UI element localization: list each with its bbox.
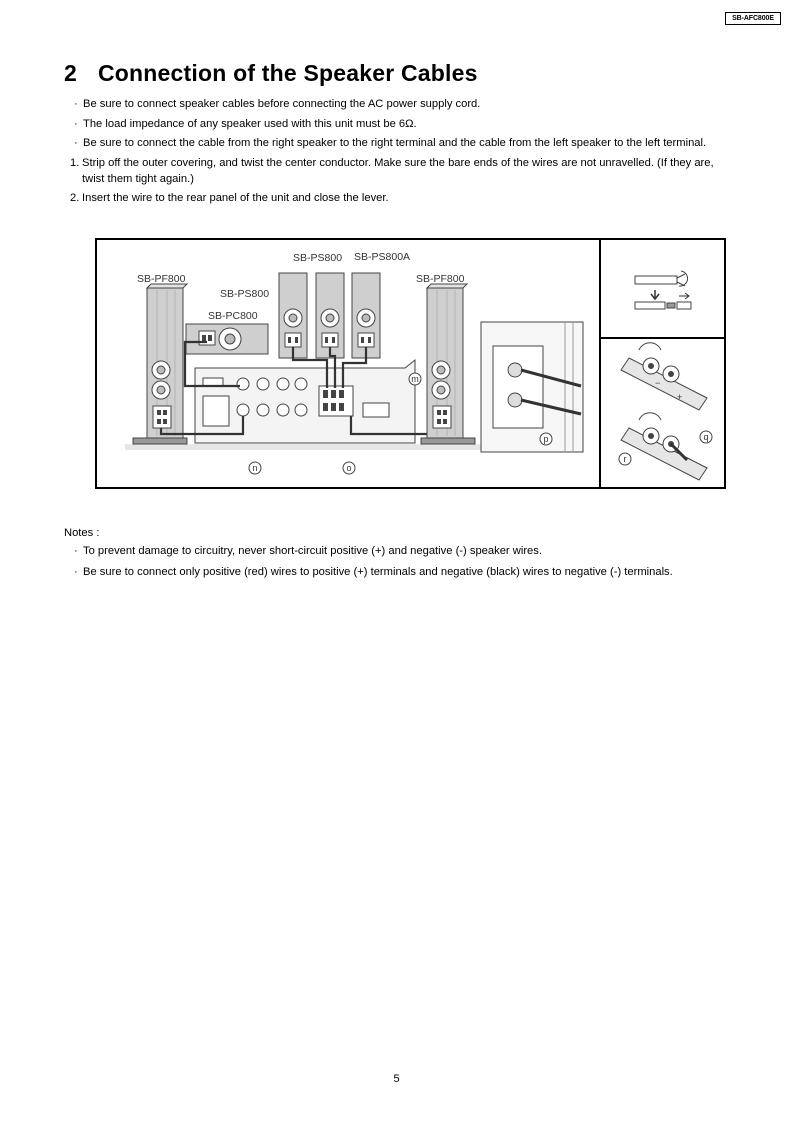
surround-speaker [316, 273, 344, 358]
step-item [70, 190, 389, 206]
bullet-item [74, 96, 480, 112]
bullet-text: Be sure to connect the cable from the right speaker to the right terminal and the cable from the left speaker to the left terminal. [83, 137, 707, 149]
label-left-front: SB-PF800 [137, 273, 186, 285]
step-number: 2. [70, 192, 80, 204]
section-number: 2 [64, 60, 77, 86]
callout-p: p [543, 434, 549, 444]
receiver-rear-panel [195, 360, 415, 443]
notes-heading: Notes : [64, 527, 100, 539]
label-center: SB-PC800 [208, 310, 258, 322]
bullet-text: The load impedance of any speaker used with this unit must be 6Ω. [83, 118, 417, 130]
callout-o: o [346, 463, 352, 473]
label-right-front: SB-PF800 [416, 273, 465, 285]
label-surround-a: SB-PS800A [354, 251, 411, 263]
page-number: 5 [393, 1073, 400, 1085]
step-number: 1. [70, 157, 80, 169]
step-item [70, 155, 714, 171]
surround-speaker [352, 273, 380, 358]
center-speaker [186, 324, 268, 354]
polarity-plus: + [677, 392, 683, 402]
step-text: Insert the wire to the rear panel of the unit and close the lever. [82, 192, 389, 204]
note-text: Be sure to connect only positive (red) wires to positive (+) terminals and negative (black) wires to negative (-) terminals. [83, 566, 673, 578]
bullet-mark: · [74, 545, 78, 557]
bullet-mark: · [74, 137, 78, 149]
surround-speaker [279, 273, 307, 358]
callout-m: m [411, 374, 419, 384]
polarity-minus: − [655, 378, 661, 388]
note-item [74, 564, 673, 580]
note-text: To prevent damage to circuitry, never short-circuit positive (+) and negative (-) speaker wires. [83, 545, 542, 557]
section-title-text: Connection of the Speaker Cables [98, 60, 478, 86]
terminal-detail-inset [481, 322, 583, 452]
bullet-item [74, 116, 417, 132]
bullet-text: Be sure to connect speaker cables before connecting the AC power supply cord. [83, 98, 481, 110]
label-surround-right: SB-PS800 [293, 252, 343, 264]
callout-r: r [623, 454, 627, 464]
callout-n: n [252, 463, 258, 473]
bullet-mark: · [74, 118, 78, 130]
speaker-connection-figure [95, 238, 726, 489]
model-number-tag: SB-AFC800E [725, 12, 781, 25]
step-continuation: twist them tight again.) [82, 173, 194, 185]
step-text: Strip off the outer covering, and twist the center conductor. Make sure the bare ends of the wires are not unravelled. (If they are, [82, 157, 714, 169]
note-item [74, 543, 542, 559]
label-surround-left: SB-PS800 [220, 288, 270, 300]
bullet-mark: · [74, 98, 78, 110]
section-title [64, 60, 478, 87]
bullet-mark: · [74, 566, 78, 578]
callout-q: q [703, 432, 709, 442]
bullet-item [74, 135, 706, 151]
